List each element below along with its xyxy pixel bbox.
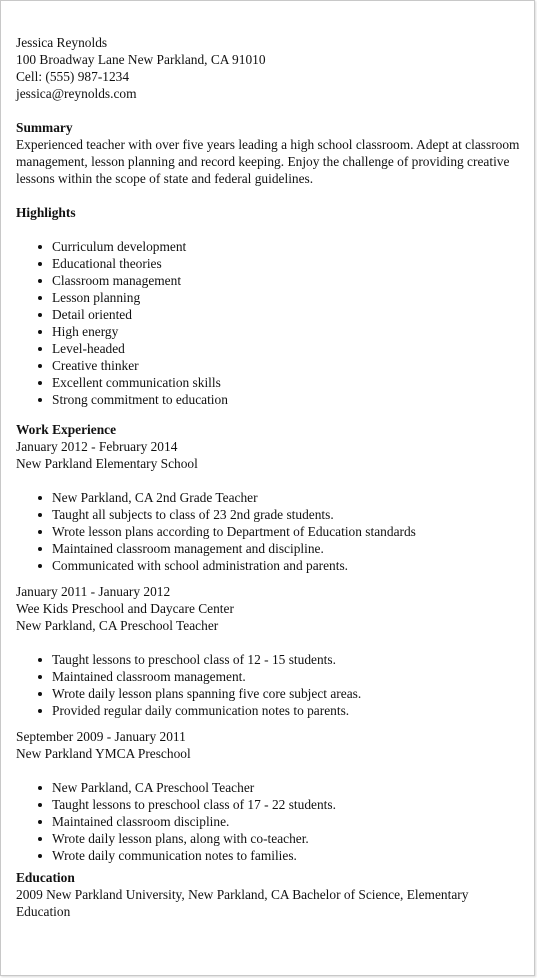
list-item: Detail oriented <box>52 306 521 323</box>
highlights-section <box>16 204 521 408</box>
list-item: Excellent communication skills <box>52 374 521 391</box>
job-entry <box>16 728 521 864</box>
education-section <box>16 869 521 920</box>
list-item: Wrote daily communication notes to families. <box>52 847 521 864</box>
contact-section <box>16 34 521 102</box>
job-employer: Wee Kids Preschool and Daycare Center <box>16 601 234 616</box>
contact-email: jessica@reynolds.com <box>16 86 137 101</box>
list-item: Level-headed <box>52 340 521 357</box>
list-item: Communicated with school administration and parents. <box>52 557 521 574</box>
list-item: Maintained classroom management and discipline. <box>52 540 521 557</box>
list-item: Taught lessons to preschool class of 17 - 22 students. <box>52 796 521 813</box>
list-item: Strong commitment to education <box>52 391 521 408</box>
job-dates: September 2009 - January 2011 <box>16 729 186 744</box>
resume-content <box>16 34 521 920</box>
list-item: Classroom management <box>52 272 521 289</box>
list-item: Curriculum development <box>52 238 521 255</box>
job-dates: January 2012 - February 2014 <box>16 439 178 454</box>
list-item: Maintained classroom discipline. <box>52 813 521 830</box>
list-item: Wrote daily lesson plans spanning five core subject areas. <box>52 685 521 702</box>
job-employer: New Parkland Elementary School <box>16 456 198 471</box>
list-item: Wrote lesson plans according to Department of Education standards <box>52 523 521 540</box>
list-item: Taught lessons to preschool class of 12 - 15 students. <box>52 651 521 668</box>
list-item: Lesson planning <box>52 289 521 306</box>
summary-section <box>16 119 521 187</box>
list-item: Wrote daily lesson plans, along with co-teacher. <box>52 830 521 847</box>
list-item: Educational theories <box>52 255 521 272</box>
education-text: 2009 New Parkland University, New Parkland, CA Bachelor of Science, Elementary Education <box>16 887 469 919</box>
job-duties-list <box>16 779 521 864</box>
job-entry <box>16 583 521 719</box>
work-experience-heading: Work Experience <box>16 422 117 437</box>
job-duties-list <box>16 489 521 574</box>
education-heading: Education <box>16 870 75 885</box>
job-employer: New Parkland YMCA Preschool <box>16 746 191 761</box>
list-item: High energy <box>52 323 521 340</box>
contact-cell: Cell: (555) 987-1234 <box>16 69 130 84</box>
highlights-heading: Highlights <box>16 205 76 220</box>
list-item: Maintained classroom management. <box>52 668 521 685</box>
list-item: Creative thinker <box>52 357 521 374</box>
job-entry <box>16 438 521 574</box>
list-item: New Parkland, CA 2nd Grade Teacher <box>52 489 521 506</box>
contact-address: 100 Broadway Lane New Parkland, CA 91010 <box>16 52 266 67</box>
contact-name: Jessica Reynolds <box>16 35 108 50</box>
highlights-list <box>16 238 521 408</box>
list-item: New Parkland, CA Preschool Teacher <box>52 779 521 796</box>
summary-text: Experienced teacher with over five years leading a high school classroom. Adept at classroom management, lesson planning and record keeping. Enjoy the challenge of providing creative lessons within the scope of state and federal guidelines. <box>16 137 520 186</box>
job-dates: January 2011 - January 2012 <box>16 584 171 599</box>
list-item: Provided regular daily communication notes to parents. <box>52 702 521 719</box>
list-item: Taught all subjects to class of 23 2nd grade students. <box>52 506 521 523</box>
job-duties-list <box>16 651 521 719</box>
job-title: New Parkland, CA Preschool Teacher <box>16 618 219 633</box>
summary-heading: Summary <box>16 120 73 135</box>
work-experience-section <box>16 421 521 864</box>
